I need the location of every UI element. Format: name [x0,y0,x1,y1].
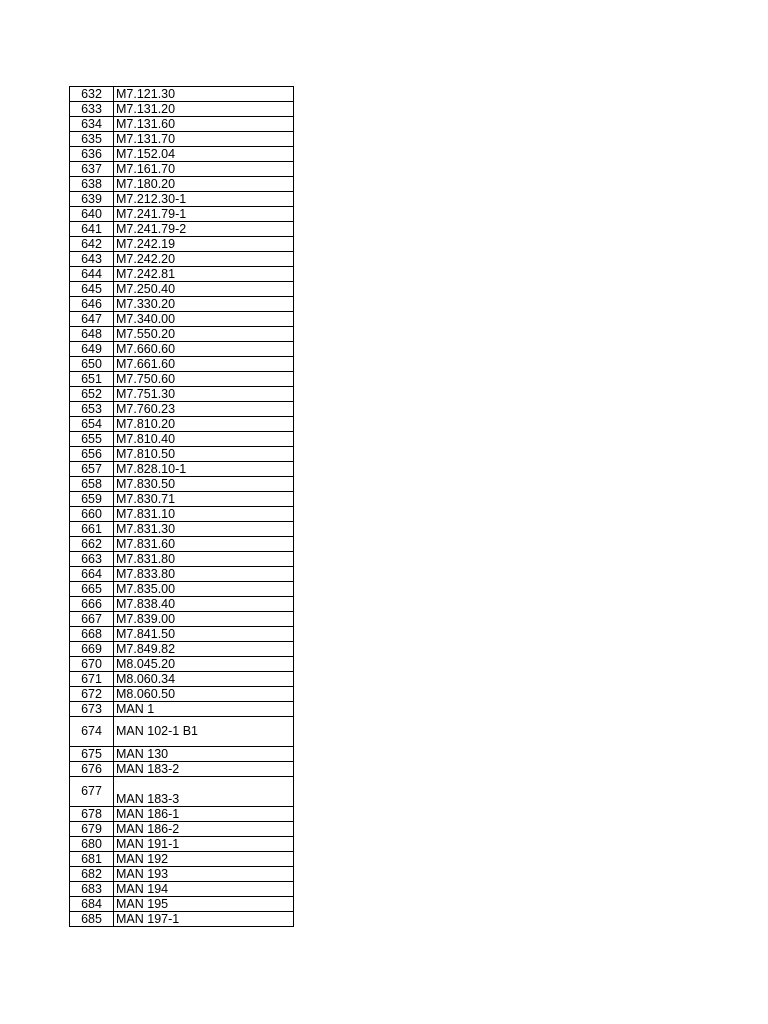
part-code-cell: MAN 193 [114,867,294,882]
row-number-cell: 637 [70,162,114,177]
row-number-cell: 681 [70,852,114,867]
part-code-cell: M8.045.20 [114,657,294,672]
part-code-cell: MAN 183-3 [114,777,294,807]
part-code-cell: M7.131.70 [114,132,294,147]
table-row [70,522,294,537]
row-number-cell: 684 [70,897,114,912]
row-number-cell: 682 [70,867,114,882]
row-number-cell: 669 [70,642,114,657]
table-row [70,657,294,672]
row-number-cell: 656 [70,447,114,462]
part-code-cell: M7.831.60 [114,537,294,552]
table-row [70,912,294,927]
row-number-cell: 659 [70,492,114,507]
part-code-cell: M7.760.23 [114,402,294,417]
table-row [70,312,294,327]
row-number-cell: 652 [70,387,114,402]
table-row [70,327,294,342]
row-number-cell: 678 [70,807,114,822]
row-number-cell: 675 [70,747,114,762]
row-number-cell: 663 [70,552,114,567]
table-row [70,117,294,132]
part-code-cell: MAN 186-2 [114,822,294,837]
part-code-cell: M8.060.34 [114,672,294,687]
part-code-cell: MAN 192 [114,852,294,867]
part-code-cell: M7.661.60 [114,357,294,372]
part-code-cell: M7.835.00 [114,582,294,597]
part-code-cell: M7.810.50 [114,447,294,462]
part-code-cell: M7.242.20 [114,252,294,267]
row-number-cell: 655 [70,432,114,447]
part-code-cell: M7.242.81 [114,267,294,282]
table-row [70,402,294,417]
row-number-cell: 635 [70,132,114,147]
table-row [70,612,294,627]
table-row [70,552,294,567]
part-code-cell: MAN 186-1 [114,807,294,822]
row-number-cell: 651 [70,372,114,387]
table-row [70,237,294,252]
part-code-cell: M7.828.10-1 [114,462,294,477]
row-number-cell: 664 [70,567,114,582]
row-number-cell: 634 [70,117,114,132]
part-code-cell: M7.750.60 [114,372,294,387]
table-row [70,702,294,717]
part-code-cell: M7.831.80 [114,552,294,567]
part-code-cell: M7.660.60 [114,342,294,357]
part-code-cell: MAN 194 [114,882,294,897]
table-row [70,147,294,162]
row-number-cell: 644 [70,267,114,282]
part-code-cell: MAN 195 [114,897,294,912]
row-number-cell: 648 [70,327,114,342]
part-code-cell: M7.810.20 [114,417,294,432]
row-number-cell: 662 [70,537,114,552]
part-code-cell: M7.242.19 [114,237,294,252]
part-code-cell: M7.241.79-1 [114,207,294,222]
row-number-cell: 649 [70,342,114,357]
row-number-cell: 665 [70,582,114,597]
row-number-cell: 680 [70,837,114,852]
table-row [70,162,294,177]
part-code-cell: M7.212.30-1 [114,192,294,207]
part-code-cell: M8.060.50 [114,687,294,702]
part-code-cell: M7.830.71 [114,492,294,507]
row-number-cell: 670 [70,657,114,672]
row-number-cell: 676 [70,762,114,777]
part-code-cell: M7.830.50 [114,477,294,492]
row-number-cell: 646 [70,297,114,312]
part-code-cell: MAN 183-2 [114,762,294,777]
table-row [70,747,294,762]
part-code-cell: MAN 197-1 [114,912,294,927]
table-row [70,492,294,507]
table-row [70,252,294,267]
row-number-cell: 685 [70,912,114,927]
table-row [70,567,294,582]
table-row [70,597,294,612]
row-number-cell: 657 [70,462,114,477]
row-number-cell: 658 [70,477,114,492]
table-row [70,357,294,372]
part-code-cell: MAN 130 [114,747,294,762]
table-body [70,87,294,927]
row-number-cell: 677 [70,777,114,807]
row-number-cell: 643 [70,252,114,267]
table-row [70,642,294,657]
part-code-cell: M7.841.50 [114,627,294,642]
row-number-cell: 633 [70,102,114,117]
table-row [70,807,294,822]
row-number-cell: 641 [70,222,114,237]
row-number-cell: 666 [70,597,114,612]
part-code-cell: M7.550.20 [114,327,294,342]
row-number-cell: 640 [70,207,114,222]
row-number-cell: 636 [70,147,114,162]
part-code-cell: M7.241.79-2 [114,222,294,237]
part-code-cell: M7.810.40 [114,432,294,447]
row-number-cell: 639 [70,192,114,207]
row-number-cell: 660 [70,507,114,522]
table-row [70,417,294,432]
part-code-cell: M7.121.30 [114,87,294,102]
table-row [70,387,294,402]
table-row [70,627,294,642]
part-code-cell: M7.838.40 [114,597,294,612]
table-row [70,447,294,462]
table-row [70,537,294,552]
part-code-cell: M7.849.82 [114,642,294,657]
table-row [70,222,294,237]
table-row [70,672,294,687]
part-code-cell: MAN 191-1 [114,837,294,852]
row-number-cell: 673 [70,702,114,717]
part-code-cell: M7.831.10 [114,507,294,522]
table-row [70,867,294,882]
row-number-cell: 654 [70,417,114,432]
table-row [70,777,294,807]
table-row [70,87,294,102]
row-number-cell: 647 [70,312,114,327]
row-number-cell: 638 [70,177,114,192]
table-row [70,342,294,357]
table-row [70,102,294,117]
table-row [70,132,294,147]
part-code-cell: M7.831.30 [114,522,294,537]
row-number-cell: 653 [70,402,114,417]
row-number-cell: 679 [70,822,114,837]
table-row [70,837,294,852]
table-row [70,282,294,297]
row-number-cell: 650 [70,357,114,372]
table-row [70,882,294,897]
table-row [70,192,294,207]
part-code-cell: MAN 1 [114,702,294,717]
row-number-cell: 672 [70,687,114,702]
part-code-cell: M7.131.20 [114,102,294,117]
table-row [70,207,294,222]
table-row [70,582,294,597]
part-code-cell: M7.180.20 [114,177,294,192]
row-number-cell: 683 [70,882,114,897]
part-code-cell: MAN 102-1 B1 [114,717,294,747]
table-row [70,762,294,777]
part-code-cell: M7.131.60 [114,117,294,132]
part-code-cell: M7.751.30 [114,387,294,402]
table-row [70,717,294,747]
part-code-cell: M7.161.70 [114,162,294,177]
table-row [70,477,294,492]
table-row [70,177,294,192]
table-row [70,267,294,282]
row-number-cell: 671 [70,672,114,687]
part-code-cell: M7.833.80 [114,567,294,582]
part-code-cell: M7.839.00 [114,612,294,627]
table-row [70,432,294,447]
table-row [70,897,294,912]
row-number-cell: 645 [70,282,114,297]
table-row [70,297,294,312]
part-code-cell: M7.250.40 [114,282,294,297]
row-number-cell: 632 [70,87,114,102]
table-row [70,507,294,522]
part-code-cell: M7.152.04 [114,147,294,162]
row-number-cell: 642 [70,237,114,252]
table-row [70,822,294,837]
row-number-cell: 674 [70,717,114,747]
part-code-cell: M7.340.00 [114,312,294,327]
table-row [70,372,294,387]
table-row [70,462,294,477]
row-number-cell: 668 [70,627,114,642]
part-code-cell: M7.330.20 [114,297,294,312]
table-row [70,687,294,702]
spreadsheet-table [69,86,294,927]
row-number-cell: 667 [70,612,114,627]
table-row [70,852,294,867]
row-number-cell: 661 [70,522,114,537]
